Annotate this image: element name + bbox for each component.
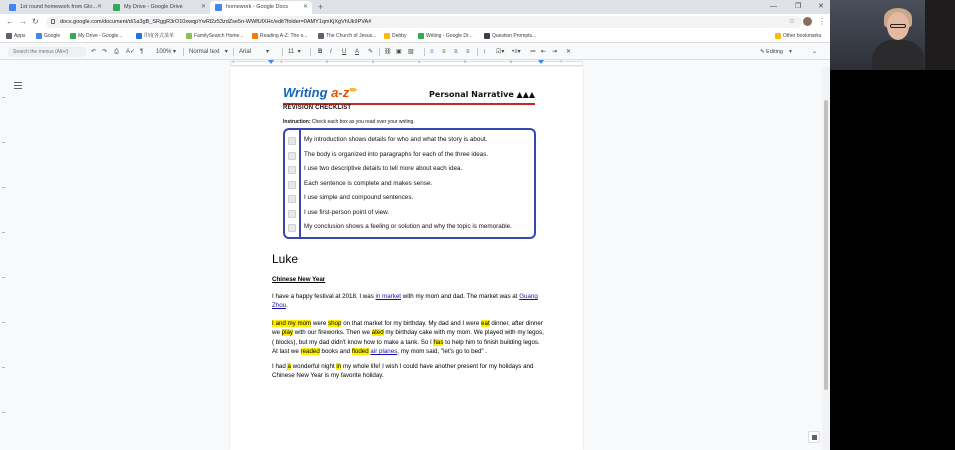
back-icon[interactable]: ←	[6, 17, 14, 26]
highlighted-text: has	[433, 338, 444, 346]
text-run: with our fireworks. Then we	[293, 329, 372, 337]
explore-button[interactable]	[808, 431, 820, 443]
bookmark-label: Writing - Google Dr...	[426, 33, 473, 39]
bookmark-my-drive[interactable]	[70, 30, 122, 42]
bookmark-label: My Drive - Google...	[78, 33, 123, 39]
bookmark-google[interactable]	[36, 30, 60, 42]
checkbox	[288, 181, 296, 189]
lock-icon	[51, 19, 55, 24]
underlined-text: Guang Zhou	[272, 293, 538, 310]
menu-search-placeholder: Search the menus (Alt+/)	[13, 49, 69, 55]
folder-icon	[775, 33, 781, 39]
separator	[477, 48, 478, 56]
checklist-item: Each sentence is complete and makes sense.	[304, 180, 433, 187]
drive-icon	[113, 4, 120, 11]
checklist-item: My introduction shows details for who and what the story is about.	[304, 136, 488, 143]
bookmark-writing[interactable]	[418, 30, 473, 42]
checklist-instruction	[283, 119, 415, 125]
ruler-tick	[2, 97, 5, 98]
checkbox	[288, 210, 296, 218]
revision-checklist-image	[283, 83, 536, 241]
checklist-title: REVISION CHECKLIST	[283, 105, 352, 111]
style-select[interactable]: Normal text ▾	[189, 49, 228, 55]
bookmark-label: Question Prompts...	[492, 33, 537, 39]
vertical-ruler	[0, 67, 8, 450]
style-value: Normal text	[189, 49, 220, 55]
text-run: dinner, after dinner we	[272, 320, 543, 337]
tab-homework-glo[interactable]	[4, 1, 106, 14]
bookmark-apps[interactable]	[6, 30, 25, 42]
bookmark-church[interactable]	[318, 30, 376, 42]
align-center-icon[interactable]: ≡	[442, 49, 446, 55]
checklist-item: My conclusion shows a feeling or solution and why the topic is memorable.	[304, 223, 512, 230]
checklist-icon[interactable]: ☑▾	[496, 49, 505, 55]
collapse-toolbar-icon[interactable]: ⌄	[812, 49, 818, 55]
webcam-person-glasses	[890, 24, 906, 28]
checkbox	[288, 137, 296, 145]
bookmark-label: Reading A-Z: The o...	[260, 33, 308, 39]
bookmark-label: Apps	[14, 33, 26, 39]
bookmark-question-prompts[interactable]	[484, 30, 536, 42]
docs-icon	[9, 4, 16, 11]
minimize-icon[interactable]: —	[770, 3, 777, 10]
undo-icon[interactable]: ↶	[91, 49, 97, 55]
google-icon	[36, 33, 42, 39]
bookmark-icon	[252, 33, 258, 39]
text-run: to help him to finish building legos. At last we	[272, 338, 540, 355]
tab-strip	[0, 0, 830, 14]
underlined-text: air planes	[370, 347, 398, 355]
zoom-value: 100%	[156, 49, 172, 55]
checklist-box	[283, 128, 536, 239]
text-run: my birthday cake with my mom. We played with my legos, ( blocks), but my dad didn't know how to make a tank. So I	[272, 329, 544, 346]
decrease-indent-icon[interactable]: ⇤	[541, 49, 547, 55]
italic-icon[interactable]: I	[330, 49, 332, 55]
logo-suffix: a-z	[331, 85, 350, 100]
separator	[310, 48, 311, 56]
ruler-tick	[2, 187, 5, 188]
webcam-person-body	[872, 40, 924, 70]
image-icon[interactable]: ▨	[408, 49, 414, 55]
restore-icon[interactable]: ❐	[795, 3, 802, 10]
paragraph-3[interactable]	[272, 362, 544, 381]
docs-icon	[215, 4, 222, 11]
docs-toolbar	[0, 44, 830, 60]
ruler-tick	[2, 322, 5, 323]
bookmark-familysearch[interactable]	[186, 30, 243, 42]
forward-icon[interactable]: →	[19, 17, 27, 26]
highlighted-text: readed	[300, 347, 320, 355]
highlighted-text: shop	[328, 320, 342, 327]
ruler-number: 5	[464, 59, 467, 64]
bookmark-label: Other bookmarks	[783, 33, 822, 39]
tree-icon	[186, 33, 192, 39]
right-indent-marker[interactable]	[538, 60, 544, 64]
indent-marker[interactable]	[268, 60, 274, 64]
font-size-select[interactable]: 11 ▾	[288, 49, 301, 55]
bookmark-label: FamilySearch Home...	[194, 33, 244, 39]
menu-search-input[interactable]	[8, 47, 86, 57]
instruction-text: Check each box as you read over your writing.	[311, 119, 415, 125]
checklist-heading: Personal Narrative ▲▲▲	[429, 90, 535, 99]
ruler-tick	[2, 367, 5, 368]
numbered-list-icon[interactable]: ≔	[530, 49, 536, 55]
bookmark-icon	[136, 33, 142, 39]
bookmark-debby[interactable]	[384, 30, 406, 42]
ruler-tick	[2, 412, 5, 413]
window-close-icon[interactable]: ✕	[818, 3, 824, 10]
document-heading[interactable]: Luke	[272, 252, 299, 266]
text-run: books and	[319, 347, 352, 355]
underlined-text: in market	[375, 293, 401, 300]
document-subtitle[interactable]: Chinese New Year	[272, 276, 326, 283]
checkbox	[288, 166, 296, 174]
separator	[379, 48, 380, 56]
writing-az-logo	[283, 85, 358, 100]
redo-icon[interactable]: ↷	[102, 49, 108, 55]
highlighted-text: a	[287, 363, 291, 370]
paint-format-icon[interactable]: ¶	[140, 49, 144, 55]
paragraph-2[interactable]	[272, 319, 544, 356]
bookmark-reading-az[interactable]	[252, 30, 307, 42]
drive-icon	[70, 33, 76, 39]
align-right-icon[interactable]: ≡	[454, 49, 458, 55]
text-run: , my mom said, "let's go to bed" .	[397, 347, 488, 355]
font-value: Arial	[239, 49, 252, 55]
apps-grid-icon	[6, 33, 12, 39]
url-text: docs.google.com/document/d/1a3gB_SRggR3rO10xwqpYwRl2z53zdZse5n-WWfUlXHc/edit?folder=0AMY1qmKjXgVhUk9PVA#	[60, 19, 372, 25]
webcam-video	[830, 0, 955, 70]
spellcheck-icon[interactable]: A✓	[126, 49, 136, 55]
ruler-tick	[2, 142, 5, 143]
align-left-icon[interactable]: ≡	[430, 49, 434, 55]
text-run: my whole life! I wish I could have another present for my holidays and Chinese New Year is my favorite holiday.	[272, 363, 534, 380]
text-run: .	[286, 302, 288, 310]
url-bar[interactable]	[46, 16, 802, 28]
print-icon[interactable]: ⎙	[114, 49, 119, 55]
bulleted-list-icon[interactable]: •≡▾	[512, 49, 521, 55]
ruler-tick	[2, 277, 5, 278]
bookmark-icon	[484, 33, 490, 39]
highlight-icon[interactable]: ✎	[368, 49, 374, 55]
separator	[183, 48, 184, 56]
drive-icon	[418, 33, 424, 39]
line-spacing-icon[interactable]: ↕	[483, 49, 486, 55]
folder-icon	[384, 33, 390, 39]
instruction-label: Instruction:	[283, 119, 311, 125]
ruler-number: 4	[418, 59, 421, 64]
bookmark-recipes[interactable]	[136, 30, 174, 42]
bookmarks-bar	[0, 30, 830, 43]
pencil-icon: ✏	[349, 85, 358, 95]
webcam-door	[925, 0, 955, 70]
address-bar-row	[0, 14, 830, 30]
checkbox	[288, 195, 296, 203]
profile-avatar[interactable]	[803, 17, 812, 26]
scrollbar-thumb[interactable]	[824, 100, 828, 390]
checklist-divider	[299, 130, 301, 237]
document-outline-icon[interactable]	[14, 82, 22, 90]
tab-my-drive[interactable]	[108, 1, 210, 14]
horizontal-ruler	[0, 60, 830, 67]
bookmark-other[interactable]	[775, 30, 821, 42]
tab-title: homework - Google Docs	[226, 4, 289, 10]
tab-homework-docs[interactable]	[210, 1, 312, 14]
zoom-select[interactable]: 100% ▾	[156, 49, 177, 55]
ruler-number: 1	[280, 59, 283, 64]
paragraph-1[interactable]	[272, 292, 544, 311]
logo-main: Writing	[283, 85, 328, 100]
ruler-number: 7	[560, 59, 563, 64]
highlighted-text: play	[281, 329, 293, 337]
text-run: I have a happy festival at 2018. I was	[272, 293, 376, 300]
editing-mode-button[interactable]: ✎ Editing ▾	[760, 49, 792, 55]
close-icon[interactable]: ✕	[200, 4, 206, 10]
bookmark-label: 印度各式菜单	[144, 33, 175, 39]
highlighted-text: floded	[351, 347, 369, 355]
checklist-item: I use first-person point of view.	[304, 209, 390, 216]
increase-indent-icon[interactable]: ⇥	[552, 49, 558, 55]
font-select[interactable]: Arial ▾	[239, 49, 270, 55]
separator	[282, 48, 283, 56]
text-color-icon[interactable]: A	[355, 49, 360, 55]
tab-title: 1st round homework from Glo...	[20, 4, 98, 10]
tab-title: My Drive - Google Drive	[124, 4, 183, 10]
comment-icon[interactable]: ▣	[396, 49, 402, 55]
black-area	[830, 70, 955, 450]
checkbox	[288, 152, 296, 160]
underline-icon[interactable]: U	[342, 49, 347, 55]
clear-format-icon[interactable]: ✕	[566, 49, 572, 55]
text-run: on that market for my birthday. My dad and I were	[341, 320, 481, 327]
bold-icon[interactable]: B	[318, 49, 323, 55]
menu-kebab-icon[interactable]: ⋮	[818, 17, 826, 26]
checkbox	[288, 224, 296, 232]
ruler-number: 2	[326, 59, 329, 64]
editing-mode-label: Editing	[766, 49, 783, 55]
ruler-number: 3	[372, 59, 375, 64]
ruler-tick	[2, 232, 5, 233]
text-run: were	[311, 320, 329, 327]
ruler-number: 1	[232, 59, 235, 64]
reload-icon[interactable]: ↻	[32, 17, 39, 26]
text-run: I had	[272, 363, 288, 370]
new-tab-button[interactable]: +	[318, 2, 324, 12]
highlighted-text: ated	[371, 329, 384, 337]
bookmark-star-icon[interactable]: ☆	[788, 18, 795, 25]
checklist-item: I use simple and compound sentences.	[304, 194, 414, 201]
close-icon[interactable]: ✕	[96, 4, 102, 10]
separator	[233, 48, 234, 56]
highlighted-text: eat	[481, 320, 490, 327]
highlighted-text: I and my mom	[272, 320, 312, 327]
bookmark-label: Google	[44, 33, 61, 39]
link-icon[interactable]: ⛓	[384, 49, 392, 55]
bookmark-label: Debby	[392, 33, 407, 39]
bookmark-icon	[318, 33, 324, 39]
align-justify-icon[interactable]: ≡	[466, 49, 470, 55]
checklist-item: The body is organized into paragraphs for each of the three ideas.	[304, 151, 489, 158]
font-size-value: 11	[288, 49, 295, 55]
close-icon[interactable]: ✕	[302, 4, 308, 10]
highlighted-text: in	[336, 363, 342, 370]
separator	[424, 48, 425, 56]
ruler-number: 6	[510, 59, 513, 64]
bookmark-label: The Church of Jesus...	[326, 33, 377, 39]
text-run: with my mom and dad. The market was at	[401, 293, 520, 300]
text-run: wonderful night	[290, 363, 337, 370]
checklist-item: I use two descriptive details to tell more about each idea.	[304, 165, 463, 172]
explore-icon	[812, 435, 817, 440]
ruler-track[interactable]	[230, 61, 583, 66]
